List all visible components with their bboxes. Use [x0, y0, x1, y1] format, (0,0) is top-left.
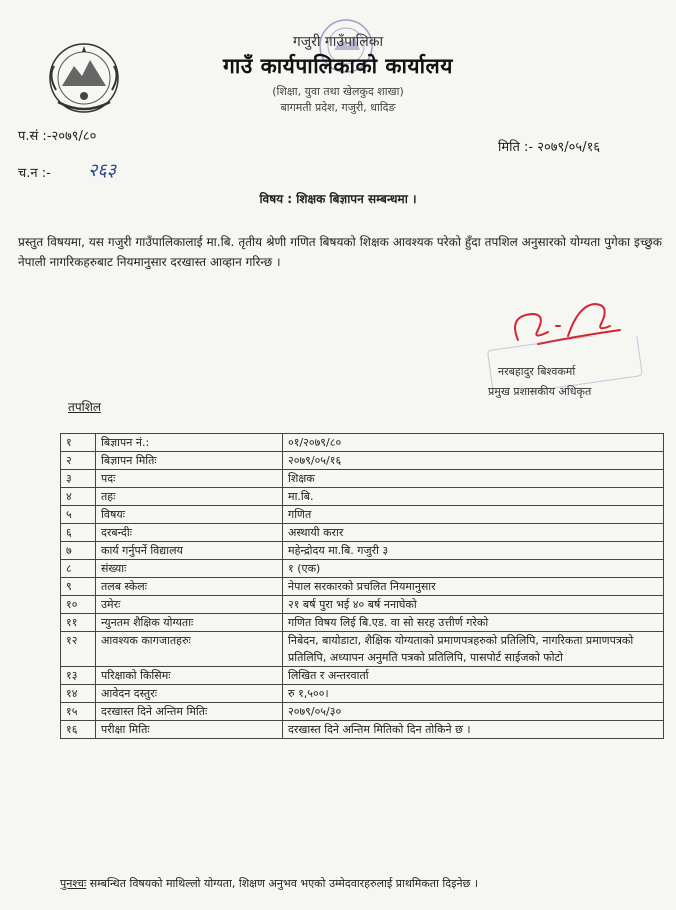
detail-number: ३	[61, 470, 96, 488]
detail-number: १५	[61, 703, 96, 721]
detail-label: बिज्ञापन मितिः	[96, 452, 283, 470]
signer-name: नरबहादुर बिश्वकर्मा	[498, 365, 576, 378]
table-row	[61, 434, 664, 452]
detail-label: आवेदन दस्तुरः	[96, 685, 283, 703]
table-row	[61, 721, 664, 739]
detail-value: गणित विषय लिई बि.एड. वा सो सरह उत्तीर्ण गरेको	[283, 614, 664, 632]
table-row	[61, 542, 664, 560]
detail-value: महेन्द्रोदय मा.बि. गजुरी ३	[283, 542, 664, 560]
detail-value: २०७९/०५/१६	[283, 452, 664, 470]
detail-label: दरबन्दीः	[96, 524, 283, 542]
detail-label: परिक्षाको किसिमः	[96, 667, 283, 685]
table-row	[61, 703, 664, 721]
detail-value: निबेदन, बायोडाटा, शैक्षिक योग्यताको प्रमाणपत्रहरुको प्रतिलिपि, नागरिकता प्रमाणपत्रको प्रतिलिपि, अध्यापन अनुमति पत्रको प्रतिलिपि, पासपोर्ट साईजको फोटो	[283, 632, 664, 667]
detail-number: १२	[61, 632, 96, 667]
detail-number: ८	[61, 560, 96, 578]
municipality-name: गजुरी गाउँपालिका	[292, 34, 384, 50]
table-row	[61, 632, 664, 667]
detail-number: ११	[61, 614, 96, 632]
detail-value: ०१/२०७९/८०	[283, 434, 664, 452]
letter-date: मिति :- २०७९/०५/१६	[498, 140, 601, 155]
table-row	[61, 488, 664, 506]
detail-number: ४	[61, 488, 96, 506]
detail-label: आवश्यक कागजातहरुः	[96, 632, 283, 667]
letter-body: प्रस्तुत विषयमा, यस गजुरी गाउँपालिकालाई मा.बि. तृतीय श्रेणी गणित बिषयको शिक्षक आवश्यक परेको हुँदा तपशिल अनुसारको योग्यता पुगेका इच्छुक नेपाली नागरिकहरुबाट नियमानुसार दरखास्त आव्हान गरिन्छ ।	[18, 235, 662, 269]
letter-subject: विषय : शिक्षक बिज्ञापन सम्बन्धमा ।	[259, 192, 417, 206]
detail-label: बिज्ञापन नं.:	[96, 434, 283, 452]
detail-label: कार्य गर्नुपर्ने विद्यालय	[96, 542, 283, 560]
detail-label: परीक्षा मितिः	[96, 721, 283, 739]
challan-number-handwritten: २६३	[88, 160, 117, 181]
table-row	[61, 524, 664, 542]
detail-number: ९	[61, 578, 96, 596]
detail-value: नेपाल सरकारको प्रचलित नियमानुसार	[283, 578, 664, 596]
detail-label: उमेरः	[96, 596, 283, 614]
detail-number: ६	[61, 524, 96, 542]
detail-number: २	[61, 452, 96, 470]
table-row	[61, 452, 664, 470]
branch-name: (शिक्षा, युवा तथा खेलकुद शाखा)	[272, 85, 404, 98]
table-row	[61, 560, 664, 578]
office-address: बागमती प्रदेश, गजुरी, धादिङ	[280, 101, 396, 114]
detail-label: तलब स्केलः	[96, 578, 283, 596]
detail-number: १४	[61, 685, 96, 703]
detail-value: दरखास्त दिने अन्तिम मितिको दिन तोकिने छ ।	[283, 721, 664, 739]
table-row	[61, 614, 664, 632]
detail-number: ७	[61, 542, 96, 560]
detail-value: लिखित र अन्तरवार्ता	[283, 667, 664, 685]
detail-label: पदः	[96, 470, 283, 488]
details-heading: तपशिल	[68, 400, 102, 414]
table-row	[61, 596, 664, 614]
table-row	[61, 506, 664, 524]
detail-value: अस्थायी करार	[283, 524, 664, 542]
detail-label: न्युनतम शैक्षिक योग्यताः	[96, 614, 283, 632]
signer-title: प्रमुख प्रशासकीय अधिकृत	[488, 385, 592, 398]
detail-value: १ (एक)	[283, 560, 664, 578]
detail-number: १	[61, 434, 96, 452]
detail-value: २०७९/०५/३०	[283, 703, 664, 721]
table-row	[61, 470, 664, 488]
detail-label: दरखास्त दिने अन्तिम मितिः	[96, 703, 283, 721]
challan-label: च.न :-	[18, 166, 51, 181]
detail-label: विषयः	[96, 506, 283, 524]
detail-number: ५	[61, 506, 96, 524]
table-row	[61, 667, 664, 685]
detail-label: तहः	[96, 488, 283, 506]
postscript-label: पुनश्चः	[60, 877, 87, 890]
postscript-text: सम्बन्धित विषयको माथिल्लो योग्यता, शिक्षण अनुभव भएको उम्मेदवारहरुलाई प्राथमिकता दिइनेछ ।	[86, 877, 478, 890]
detail-value: २१ बर्ष पुरा भई ४० बर्ष ननाघेको	[283, 596, 664, 614]
detail-value: रु १,५००।	[283, 685, 664, 703]
table-row	[61, 578, 664, 596]
advertisement-details-table	[60, 433, 664, 739]
detail-number: १६	[61, 721, 96, 739]
reference-number: प.सं :-२०७९/८०	[18, 129, 97, 144]
detail-value: शिक्षक	[283, 470, 664, 488]
detail-number: १०	[61, 596, 96, 614]
table-row	[61, 685, 664, 703]
detail-label: संख्याः	[96, 560, 283, 578]
detail-value: गणित	[283, 506, 664, 524]
detail-value: मा.बि.	[283, 488, 664, 506]
postscript	[60, 876, 670, 891]
office-title: गाउँ कार्यपालिकाको कार्यालय	[223, 54, 453, 78]
detail-number: १३	[61, 667, 96, 685]
